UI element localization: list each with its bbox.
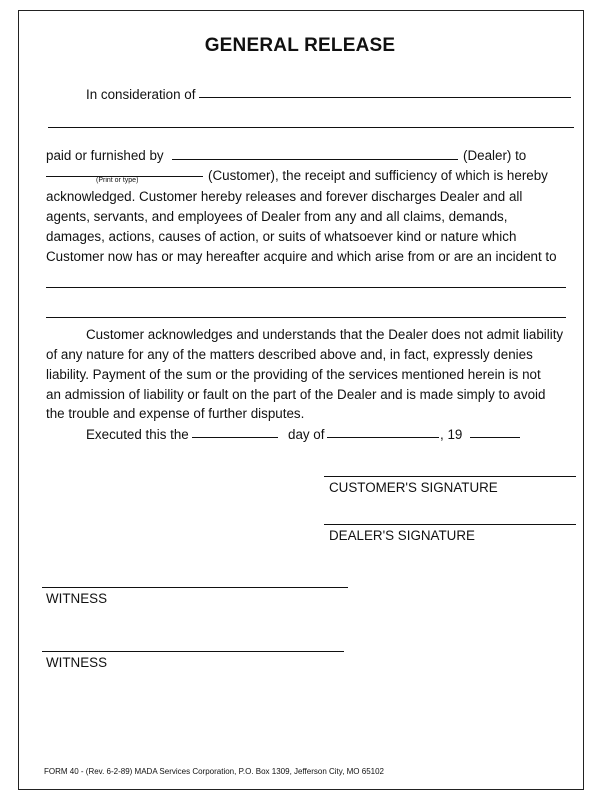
- body-line: agents, servants, and employees of Dealer from any and all claims, demands,: [46, 209, 508, 224]
- print-or-type-hint: (Print or type): [96, 177, 139, 184]
- executed-day-line[interactable]: [192, 437, 278, 438]
- consideration-field-line-2[interactable]: [48, 127, 574, 128]
- dealer-to-label: (Dealer) to: [463, 148, 527, 163]
- executed-label: Executed this the: [86, 427, 189, 442]
- incident-field-line[interactable]: [46, 287, 566, 288]
- executed-year-line[interactable]: [470, 437, 520, 438]
- acknowledgment-line: Customer acknowledges and understands that the Dealer does not admit liability: [86, 327, 564, 342]
- document-title: GENERAL RELEASE: [204, 35, 396, 56]
- witness-2-line[interactable]: [42, 651, 344, 652]
- body-line: damages, actions, causes of action, or suits of whatsoever kind or nature which: [46, 229, 517, 244]
- witness-2-label: WITNESS: [46, 655, 108, 670]
- customer-signature-line[interactable]: [324, 476, 576, 477]
- dealer-name-line[interactable]: [172, 159, 458, 160]
- paid-by-label: paid or furnished by: [46, 148, 164, 163]
- body-line: acknowledged. Customer hereby releases and forever discharges Dealer and all: [46, 189, 523, 204]
- witness-1-line[interactable]: [42, 587, 348, 588]
- acknowledgment-line: of any nature for any of the matters described above and, in fact, expressly denies: [46, 347, 533, 362]
- day-of-label: day of: [288, 427, 325, 442]
- acknowledgment-line: an admission of liability or fault on the part of the Dealer and is made simply to avoid: [46, 387, 546, 402]
- dealer-signature-line[interactable]: [324, 524, 576, 525]
- consideration-label: In consideration of: [86, 87, 196, 102]
- customer-signature-label: CUSTOMER'S SIGNATURE: [329, 480, 498, 495]
- acknowledgment-line: the trouble and expense of further disputes.: [46, 406, 305, 421]
- customer-text: (Customer), the receipt and sufficiency of which is hereby: [208, 168, 548, 183]
- dealer-signature-label: DEALER'S SIGNATURE: [329, 528, 475, 543]
- incident-field-line-2[interactable]: [46, 317, 566, 318]
- witness-1-label: WITNESS: [46, 591, 108, 606]
- acknowledgment-line: liability. Payment of the sum or the providing of the services mentioned herein is not: [46, 367, 541, 382]
- form-footer: FORM 40 - (Rev. 6-2-89) MADA Services Corporation, P.O. Box 1309, Jefferson City, MO 65102: [44, 767, 384, 776]
- year-prefix-label: , 19: [440, 427, 463, 442]
- executed-month-line[interactable]: [327, 437, 439, 438]
- body-line: Customer now has or may hereafter acquire and which arise from or are an incident to: [46, 249, 557, 264]
- consideration-field-line[interactable]: [199, 97, 571, 98]
